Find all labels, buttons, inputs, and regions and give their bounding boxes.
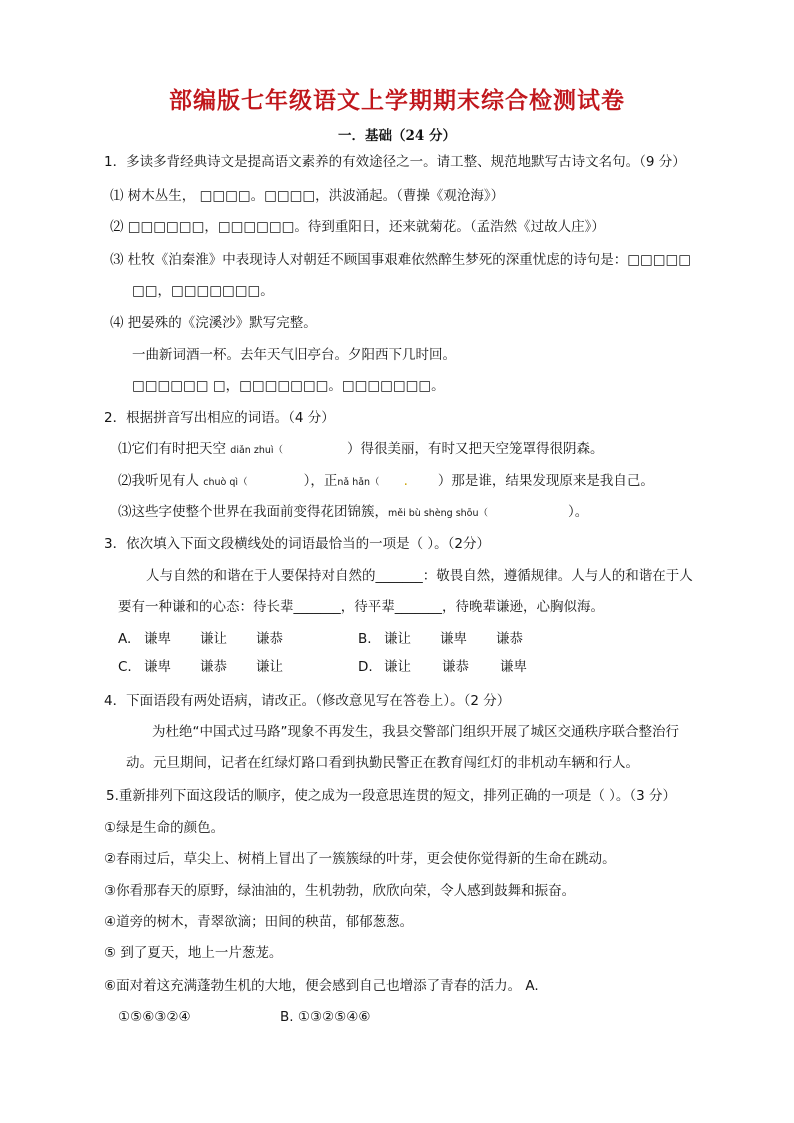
- option-a-word-3: 谦恭: [256, 631, 283, 647]
- q5-option-a[interactable]: ①⑤⑥③②④: [118, 1009, 191, 1025]
- q1-item-3-cont: □□，□□□□□□□。: [132, 283, 274, 299]
- q2-item-2: [118, 471, 654, 493]
- q2-item-2-post: ）那是谁，结果发现原来是我自己。: [437, 473, 654, 489]
- q1-poem-blank: □□□□□□ □，□□□□□□□。□□□□□□□。: [132, 378, 445, 394]
- q2-item-1-pinyin: diǎn zhuì（: [230, 445, 283, 456]
- q2-stem: 2．根据拼音写出相应的词语。（4 分）: [104, 410, 335, 426]
- q2-item-2-pre: ⑵我听见有人: [118, 473, 199, 489]
- section-heading: 一．基础（24 分）: [338, 128, 456, 144]
- option-d-letter[interactable]: D.: [358, 659, 373, 675]
- q2-item-1-post: ）得很美丽，有时又把天空笼罩得很阴森。: [347, 441, 604, 457]
- option-b-word-3: 谦恭: [496, 631, 523, 647]
- q1-item-3: ⑶ 杜牧《泊秦淮》中表现诗人对朝廷不顾国事艰难依然醉生梦死的深重忧虑的诗句是：□□□□□: [110, 252, 692, 268]
- q5-sentence-5: ⑤ 到了夏天，地上一片葱茏。: [104, 945, 283, 961]
- q4-stem: 4．下面语段有两处语病，请改正。（修改意见写在答卷上）。（2 分）: [104, 693, 511, 709]
- q2-item-2-dot: .: [403, 473, 408, 489]
- q1-item-2: ⑵ □□□□□□，□□□□□□。待到重阳日，还来就菊花。（孟浩然《过故人庄》）: [110, 219, 605, 235]
- q2-item-3-pre: ⑶这些字使整个世界在我面前变得花团锦簇，: [118, 504, 388, 520]
- q3-stem: 3．依次填入下面文段横线处的词语最恰当的一项是（ ）。（2分）: [104, 536, 490, 552]
- option-c-word-3: 谦让: [256, 659, 283, 675]
- q3-options-row-1: [118, 629, 523, 649]
- q5-sentence-4: ④道旁的树木，青翠欲滴；田间的秧苗，郁郁葱葱。: [104, 914, 414, 930]
- q3-para-2: 要有一种谦和的心态：待长辈_______，待平辈_______，待晚辈谦逊，心胸似海。: [118, 599, 604, 615]
- q1-stem: 1．多读多背经典诗文是提高语文素养的有效途径之一。请工整、规范地默写古诗文名句。（9 分）: [104, 154, 686, 170]
- q2-item-2-mid: ），正: [303, 473, 338, 489]
- q1-item-1: ⑴ 树木丛生， □□□□。□□□□，洪波涌起。（曹操《观沧海》）: [110, 188, 505, 204]
- q4-para-1: 为杜绝“中国式过马路”现象不再发生，我县交警部门组织开展了城区交通秩序联合整治行: [152, 724, 679, 740]
- q3-options-row-2: [118, 657, 527, 677]
- option-c-word-1: 谦卑: [144, 659, 171, 675]
- option-d-word-3: 谦卑: [500, 659, 527, 675]
- q2-item-2-pinyin-2: nǎ hǎn（: [337, 477, 380, 488]
- option-c-letter[interactable]: C.: [118, 659, 132, 675]
- option-a-letter[interactable]: A.: [118, 631, 132, 647]
- q1-item-4: ⑷ 把晏殊的《浣溪沙》默写完整。: [110, 315, 317, 331]
- option-c-word-2: 谦恭: [200, 659, 227, 675]
- q5-sentence-6: ⑥面对着这充满蓬勃生机的大地，便会感到自己也增添了青春的活力。 A.: [104, 978, 539, 994]
- q5-sentence-1: ①绿是生命的颜色。: [104, 820, 225, 836]
- q4-para-2: 动。元旦期间，记者在红绿灯路口看到执勤民警正在教育闯红灯的非机动车辆和行人。: [126, 755, 639, 771]
- option-b-word-2: 谦卑: [440, 631, 467, 647]
- q2-item-3: [118, 502, 588, 524]
- q2-item-2-pinyin-1: chuò qì（: [203, 477, 248, 488]
- q2-item-3-pinyin: měi bù shèng shōu（: [388, 508, 489, 519]
- option-b-letter[interactable]: B.: [358, 631, 372, 647]
- q2-item-1-pre: ⑴它们有时把天空: [118, 441, 226, 457]
- q5-sentence-2: ②春雨过后，草尖上、树梢上冒出了一簇簇绿的叶芽，更会使你觉得新的生命在跳动。: [104, 851, 616, 867]
- option-d-word-1: 谦让: [384, 659, 411, 675]
- q1-poem-line: 一曲新词酒一杯。去年天气旧亭台。夕阳西下几时回。: [132, 347, 456, 363]
- option-a-word-2: 谦让: [200, 631, 227, 647]
- option-d-word-2: 谦恭: [442, 659, 469, 675]
- q5-sentence-3: ③你看那春天的原野，绿油油的，生机勃勃，欣欣向荣，令人感到鼓舞和振奋。: [104, 883, 576, 899]
- q5-option-b[interactable]: B. ①③②⑤④⑥: [280, 1009, 371, 1025]
- exam-title: 部编版七年级语文上学期期末综合检测试卷: [169, 87, 625, 114]
- q2-item-1: [118, 439, 604, 461]
- option-b-word-1: 谦让: [384, 631, 411, 647]
- q2-item-3-post: ）。: [568, 504, 589, 520]
- q3-para-1: 人与自然的和谐在于人要保持对自然的_______：敬畏自然，遵循规律。人与人的和谐在于人: [146, 568, 693, 584]
- option-a-word-1: 谦卑: [144, 631, 171, 647]
- q5-stem: 5.重新排列下面这段话的顺序，使之成为一段意思连贯的短文，排列正确的一项是（ ）。（3 分）: [106, 788, 677, 804]
